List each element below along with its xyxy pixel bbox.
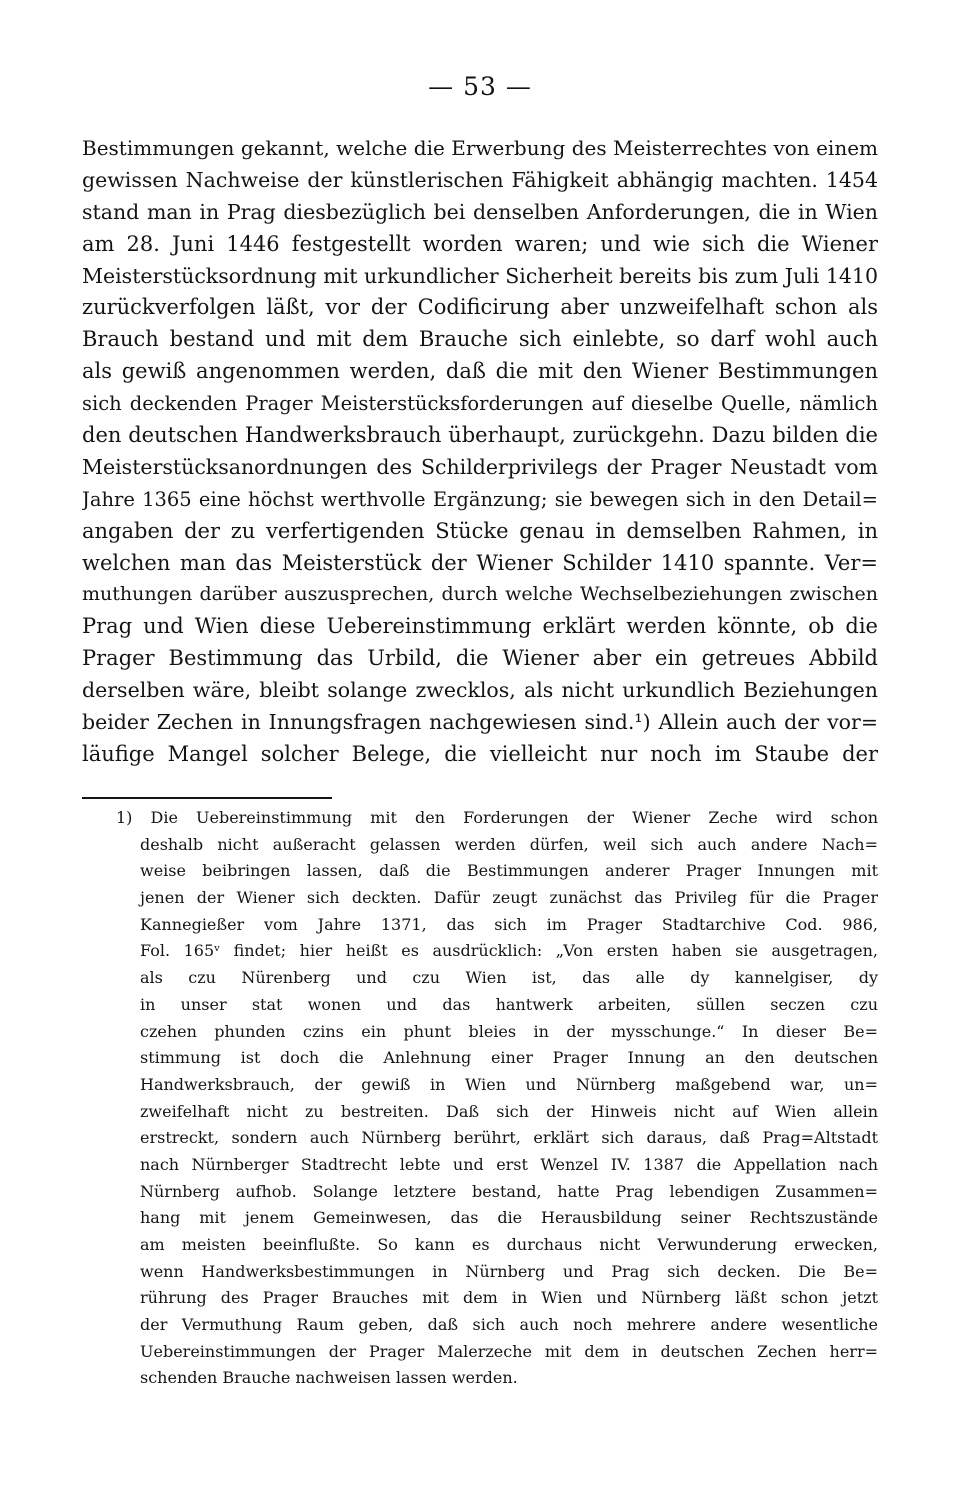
footnote-line: der Vermuthung Raum geben, daß sich auch noch mehrere andere wesentliche [140, 1315, 878, 1335]
footnote-line: Kannegießer vom Jahre 1371, das sich im Prager Stadtarchive Cod. 986, [140, 914, 878, 934]
footnote-line: zweifelhaft nicht zu bestreiten. Daß sich der Hinweis nicht auf Wien allein [140, 1101, 878, 1121]
text-line: derselben wäre, bleibt solange zwecklos, als nicht urkundlich Beziehungen [82, 678, 878, 703]
text-line: Meisterstücksanordnungen des Schilderprivilegs der Prager Neustadt vom [82, 454, 878, 479]
text-line: beider Zechen in Innungsfragen nachgewiesen sind.¹) Allein auch der vor= [82, 710, 878, 735]
footnote-line: Fol. 165ᵛ findet; hier heißt es ausdrücklich: „Von ersten haben sie ausgetragen, [140, 941, 878, 961]
footnote-divider [82, 797, 332, 799]
footnote-line: erstreckt, sondern auch Nürnberg berührt, erklärt sich daraus, daß Prag=Altstadt [140, 1128, 878, 1148]
text-line: zurückverfolgen läßt, vor der Codificirung aber unzweifelhaft schon als [82, 295, 878, 320]
footnote-line: als czu Nürenberg und czu Wien ist, das alle dy kannelgiser, dy [140, 968, 878, 988]
footnote-line: Handwerksbrauch, der gewiß in Wien und Nürnberg maßgebend war, un= [140, 1074, 878, 1094]
page-number: — 53 — [428, 72, 532, 101]
footnote-line: Uebereinstimmungen der Prager Malerzeche mit dem in deutschen Zechen herr= [140, 1341, 878, 1361]
text-line: sich deckenden Prager Meisterstücksforderungen auf dieselbe Quelle, nämlich [82, 392, 878, 416]
footnote-line: am meisten beeinflußte. So kann es durchaus nicht Verwunderung erwecken, [140, 1235, 878, 1254]
text-line: Brauch bestand und mit dem Brauche sich einlebte, so darf wohl auch [82, 327, 878, 352]
footnote-line: czehen phunden czins ein phunt bleies in der mysschunge.“ In dieser Be= [140, 1021, 878, 1041]
text-line: gewissen Nachweise der künstlerischen Fähigkeit abhängig machten. 1454 [82, 167, 878, 192]
footnote-line: deshalb nicht außeracht gelassen werden dürfen, weil sich auch andere Nach= [140, 834, 878, 854]
footnote-line: hang mit jenem Gemeinwesen, das die Herausbildung seiner Rechtszustände [140, 1208, 878, 1228]
footnote-line: rührung des Prager Brauches mit dem in Wien und Nürnberg läßt schon jetzt [140, 1288, 878, 1308]
main-text [82, 133, 878, 771]
text-line: stand man in Prag diesbezüglich bei denselben Anforderungen, die in Wien [82, 199, 878, 224]
footnote-line: stimmung ist doch die Anlehnung einer Prager Innung an den deutschen [140, 1048, 878, 1068]
footnote-line: schenden Brauche nachweisen lassen werden. [140, 1368, 518, 1388]
text-line: Prag und Wien diese Uebereinstimmung erklärt werden könnte, ob die [82, 614, 878, 639]
text-line: Prager Bestimmung das Urbild, die Wiener aber ein getreues Abbild [82, 646, 878, 671]
text-line: Jahre 1365 eine höchst werthvolle Ergänzung; sie bewegen sich in den Detail= [82, 487, 878, 511]
footnote-line: weise beibringen lassen, daß die Bestimmungen anderer Prager Innungen mit [140, 861, 878, 881]
text-line: welchen man das Meisterstück der Wiener Schilder 1410 spannte. Ver= [82, 550, 878, 575]
footnote [116, 805, 878, 1392]
text-line: als gewiß angenommen werden, daß die mit den Wiener Bestimmungen [82, 359, 878, 384]
footnote-line: jenen der Wiener sich deckten. Dafür zeugt zunächst das Privileg für die Prager [140, 888, 878, 908]
footnote-line: Nürnberg aufhob. Solange letztere bestand, hatte Prag lebendigen Zusammen= [140, 1181, 878, 1201]
text-line: läufige Mangel solcher Belege, die vielleicht nur noch im Staube der [82, 741, 878, 766]
text-line: am 28. Juni 1446 festgestellt worden waren; und wie sich die Wiener [82, 231, 878, 256]
text-line: Bestimmungen gekannt, welche die Erwerbung des Meisterrechtes von einem [82, 136, 878, 160]
text-line: angaben der zu verfertigenden Stücke genau in demselben Rahmen, in [82, 518, 878, 543]
text-line: muthungen darüber auszusprechen, durch welche Wechselbeziehungen zwischen [82, 583, 878, 606]
text-line: Meisterstücksordnung mit urkundlicher Sicherheit bereits bis zum Juli 1410 [82, 263, 878, 288]
text-line: den deutschen Handwerksbrauch überhaupt, zurückgehn. Dazu bilden die [82, 423, 878, 448]
footnote-line: 1) Die Uebereinstimmung mit den Forderungen der Wiener Zeche wird schon [116, 808, 878, 827]
footnote-line: in unser stat wonen und das hantwerk arbeiten, süllen seczen czu [140, 994, 878, 1014]
footnote-line: nach Nürnberger Stadtrecht lebte und erst Wenzel IV. 1387 die Appellation nach [140, 1154, 878, 1174]
footnote-line: wenn Handwerksbestimmungen in Nürnberg und Prag sich decken. Die Be= [140, 1261, 878, 1281]
